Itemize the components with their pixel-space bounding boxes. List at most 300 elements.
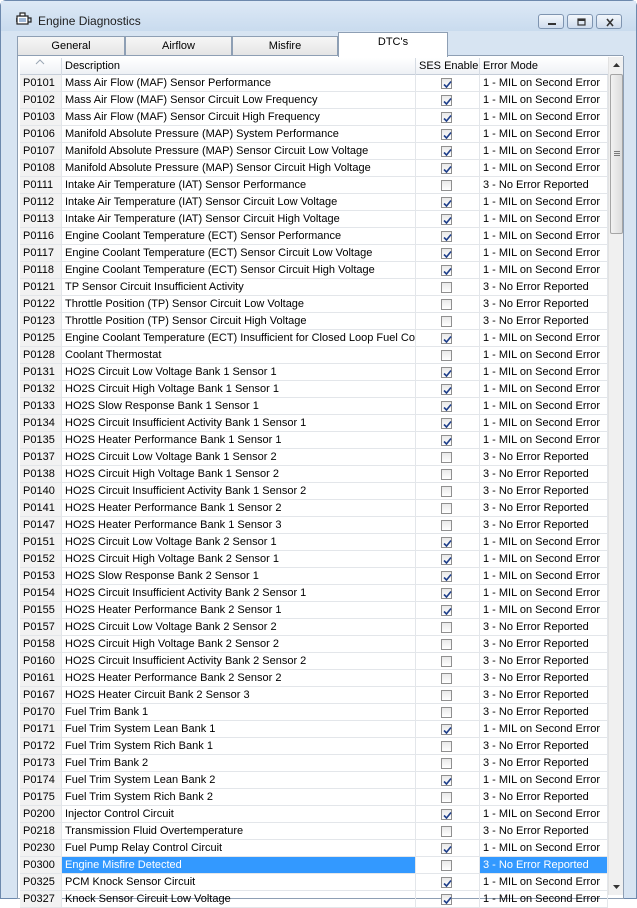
dtc-code[interactable]: P0200 [20, 806, 62, 823]
error-mode-cell[interactable]: 1 - MIL on Second Error [480, 330, 608, 347]
dtc-description[interactable]: HO2S Circuit Low Voltage Bank 1 Sensor 2 [62, 449, 416, 466]
table-row[interactable] [20, 585, 617, 602]
ses-enable-checkbox[interactable] [441, 707, 452, 718]
dtc-description[interactable]: Manifold Absolute Pressure (MAP) Sensor Circuit High Voltage [62, 160, 416, 177]
header-code[interactable] [20, 58, 62, 75]
error-mode-cell[interactable]: 1 - MIL on Second Error [480, 364, 608, 381]
dtc-code[interactable]: P0175 [20, 789, 62, 806]
grip-line [614, 151, 620, 152]
error-mode-cell[interactable]: 3 - No Error Reported [480, 653, 608, 670]
dtc-code[interactable]: P0218 [20, 823, 62, 840]
ses-enable-checkbox[interactable] [441, 758, 452, 769]
dtc-code[interactable]: P0116 [20, 228, 62, 245]
dtc-description[interactable]: Manifold Absolute Pressure (MAP) Sensor Circuit Low Voltage [62, 143, 416, 160]
dtc-description[interactable]: Fuel Trim System Lean Bank 2 [62, 772, 416, 789]
checkmark-icon [442, 725, 453, 736]
ses-enable-checkbox[interactable] [441, 333, 452, 344]
dtc-code[interactable]: P0157 [20, 619, 62, 636]
error-mode-cell[interactable]: 1 - MIL on Second Error [480, 109, 608, 126]
dtc-code[interactable]: P0111 [20, 177, 62, 194]
table-row[interactable] [20, 687, 617, 704]
checkmark-icon [442, 368, 453, 379]
grip-line [614, 153, 620, 154]
table-row[interactable] [20, 92, 617, 109]
checkmark-icon [442, 572, 453, 583]
table-row[interactable] [20, 704, 617, 721]
error-mode-cell[interactable]: 1 - MIL on Second Error [480, 891, 608, 908]
error-mode-cell[interactable]: 3 - No Error Reported [480, 755, 608, 772]
table-row[interactable] [20, 143, 617, 160]
table-row[interactable] [20, 619, 617, 636]
table-row[interactable] [20, 534, 617, 551]
dtc-code[interactable]: P0160 [20, 653, 62, 670]
table-row[interactable] [20, 449, 617, 466]
ses-enable-checkbox[interactable] [441, 469, 452, 480]
dtc-description[interactable]: Intake Air Temperature (IAT) Sensor Circuit High Voltage [62, 211, 416, 228]
dtc-description[interactable]: Mass Air Flow (MAF) Sensor Circuit Low Frequency [62, 92, 416, 109]
ses-enable-checkbox[interactable] [441, 231, 452, 242]
dtc-code[interactable]: P0167 [20, 687, 62, 704]
dtc-code[interactable]: P0113 [20, 211, 62, 228]
dtc-description[interactable]: Throttle Position (TP) Sensor Circuit Low Voltage [62, 296, 416, 313]
dtc-code[interactable]: P0158 [20, 636, 62, 653]
dtc-description[interactable]: HO2S Slow Response Bank 1 Sensor 1 [62, 398, 416, 415]
dtc-description[interactable]: Fuel Trim Bank 1 [62, 704, 416, 721]
ses-enable-checkbox[interactable] [441, 418, 452, 429]
table-row[interactable] [20, 517, 617, 534]
checkmark-icon [442, 232, 453, 243]
dtc-description[interactable]: HO2S Heater Performance Bank 1 Sensor 3 [62, 517, 416, 534]
ses-enable-checkbox[interactable] [441, 401, 452, 412]
error-mode-cell[interactable]: 3 - No Error Reported [480, 466, 608, 483]
ses-enable-checkbox[interactable] [441, 673, 452, 684]
title-bar[interactable] [1, 1, 636, 31]
restore-icon [575, 18, 587, 27]
ses-enable-checkbox[interactable] [441, 95, 452, 106]
ses-enable-checkbox[interactable] [441, 639, 452, 650]
error-mode-cell[interactable]: 1 - MIL on Second Error [480, 585, 608, 602]
dtc-description[interactable]: Fuel Trim Bank 2 [62, 755, 416, 772]
ses-enable-cell [416, 483, 480, 500]
table-row[interactable] [20, 381, 617, 398]
dtc-code[interactable]: P0152 [20, 551, 62, 568]
ses-enable-checkbox[interactable] [441, 860, 452, 871]
dtc-code[interactable]: P0107 [20, 143, 62, 160]
ses-enable-checkbox[interactable] [441, 520, 452, 531]
dtc-code[interactable]: P0172 [20, 738, 62, 755]
minimize-icon [546, 18, 558, 27]
dtc-code[interactable]: P0132 [20, 381, 62, 398]
table-row[interactable] [20, 126, 617, 143]
error-mode-cell[interactable]: 3 - No Error Reported [480, 687, 608, 704]
ses-enable-checkbox[interactable] [441, 180, 452, 191]
table-row[interactable] [20, 245, 617, 262]
table-row[interactable] [20, 432, 617, 449]
ses-enable-checkbox[interactable] [441, 316, 452, 327]
ses-enable-checkbox[interactable] [441, 367, 452, 378]
dtc-description[interactable]: Transmission Fluid Overtemperature [62, 823, 416, 840]
dtc-description[interactable]: Fuel Trim System Rich Bank 1 [62, 738, 416, 755]
dtc-description[interactable]: HO2S Circuit High Voltage Bank 1 Sensor 2 [62, 466, 416, 483]
dtc-code[interactable]: P0133 [20, 398, 62, 415]
ses-enable-checkbox[interactable] [441, 622, 452, 633]
error-mode-cell[interactable]: 3 - No Error Reported [480, 789, 608, 806]
ses-enable-checkbox[interactable] [441, 452, 452, 463]
error-mode-cell[interactable]: 1 - MIL on Second Error [480, 228, 608, 245]
ses-enable-cell [416, 279, 480, 296]
checkmark-icon [442, 249, 453, 260]
ses-enable-cell [416, 585, 480, 602]
ses-enable-checkbox[interactable] [441, 265, 452, 276]
dtc-code[interactable]: P0138 [20, 466, 62, 483]
error-mode-cell[interactable]: 1 - MIL on Second Error [480, 126, 608, 143]
dtc-code[interactable]: P0128 [20, 347, 62, 364]
ses-enable-checkbox[interactable] [441, 656, 452, 667]
ses-enable-checkbox[interactable] [441, 741, 452, 752]
error-mode-cell[interactable]: 3 - No Error Reported [480, 823, 608, 840]
dtc-description[interactable]: HO2S Circuit Insufficient Activity Bank 2 Sensor 1 [62, 585, 416, 602]
dtc-code[interactable]: P0102 [20, 92, 62, 109]
table-header [20, 58, 617, 75]
ses-enable-cell [416, 262, 480, 279]
dtc-code[interactable]: P0112 [20, 194, 62, 211]
table-row[interactable] [20, 840, 617, 857]
maximize-button[interactable] [567, 14, 593, 29]
dtc-description[interactable]: Manifold Absolute Pressure (MAP) System Performance [62, 126, 416, 143]
ses-enable-checkbox[interactable] [441, 384, 452, 395]
dtc-code[interactable]: P0174 [20, 772, 62, 789]
dtc-description[interactable]: Coolant Thermostat [62, 347, 416, 364]
table-row[interactable] [20, 296, 617, 313]
checkmark-icon [442, 895, 453, 906]
ses-enable-cell [416, 704, 480, 721]
dtc-code[interactable]: P0117 [20, 245, 62, 262]
table-row[interactable] [20, 806, 617, 823]
dtc-code[interactable]: P0161 [20, 670, 62, 687]
ses-enable-checkbox[interactable] [441, 571, 452, 582]
dtc-code[interactable]: P0122 [20, 296, 62, 313]
dtc-code[interactable]: P0325 [20, 874, 62, 891]
error-mode-cell[interactable]: 1 - MIL on Second Error [480, 381, 608, 398]
table-row[interactable] [20, 755, 617, 772]
error-mode-cell[interactable]: 1 - MIL on Second Error [480, 721, 608, 738]
error-mode-cell[interactable]: 1 - MIL on Second Error [480, 415, 608, 432]
dtc-description[interactable]: Fuel Trim System Lean Bank 1 [62, 721, 416, 738]
table-row[interactable] [20, 211, 617, 228]
ses-enable-cell [416, 347, 480, 364]
dtc-code[interactable]: P0134 [20, 415, 62, 432]
table-row[interactable] [20, 500, 617, 517]
ses-enable-checkbox[interactable] [441, 486, 452, 497]
table-row[interactable] [20, 160, 617, 177]
table-row[interactable] [20, 551, 617, 568]
dtc-code[interactable]: P0147 [20, 517, 62, 534]
error-mode-cell[interactable]: 1 - MIL on Second Error [480, 92, 608, 109]
table-row[interactable] [20, 891, 617, 908]
dtc-description[interactable]: Mass Air Flow (MAF) Sensor Performance [62, 75, 416, 92]
error-mode-cell[interactable]: 3 - No Error Reported [480, 670, 608, 687]
checkmark-icon [442, 164, 453, 175]
ses-enable-checkbox[interactable] [441, 554, 452, 565]
dtc-description[interactable]: HO2S Heater Performance Bank 1 Sensor 2 [62, 500, 416, 517]
dtc-code[interactable]: P0173 [20, 755, 62, 772]
vertical-scrollbar[interactable] [608, 57, 623, 895]
engine-icon [16, 12, 32, 26]
error-mode-cell[interactable]: 1 - MIL on Second Error [480, 398, 608, 415]
dtc-description[interactable]: Fuel Pump Relay Control Circuit [62, 840, 416, 857]
dtc-description[interactable]: Intake Air Temperature (IAT) Sensor Circuit Low Voltage [62, 194, 416, 211]
scroll-up-icon[interactable] [609, 57, 624, 73]
dtc-description[interactable]: HO2S Heater Performance Bank 1 Sensor 1 [62, 432, 416, 449]
dtc-code[interactable]: P0154 [20, 585, 62, 602]
table-row[interactable] [20, 721, 617, 738]
dtc-code[interactable]: P0300 [20, 857, 62, 874]
table-row[interactable] [20, 194, 617, 211]
ses-enable-cell [416, 364, 480, 381]
table-row[interactable] [20, 262, 617, 279]
error-mode-cell[interactable]: 1 - MIL on Second Error [480, 806, 608, 823]
error-mode-cell[interactable]: 1 - MIL on Second Error [480, 347, 608, 364]
table-row[interactable] [20, 568, 617, 585]
table-row[interactable] [20, 636, 617, 653]
dtc-code[interactable]: P0171 [20, 721, 62, 738]
table-row[interactable] [20, 398, 617, 415]
error-mode-cell[interactable]: 3 - No Error Reported [480, 704, 608, 721]
ses-enable-cell [416, 330, 480, 347]
dtc-description[interactable]: HO2S Circuit Low Voltage Bank 2 Sensor 1 [62, 534, 416, 551]
error-mode-cell[interactable]: 3 - No Error Reported [480, 177, 608, 194]
ses-enable-checkbox[interactable] [441, 163, 452, 174]
ses-enable-checkbox[interactable] [441, 350, 452, 361]
ses-enable-checkbox[interactable] [441, 537, 452, 548]
error-mode-cell[interactable]: 3 - No Error Reported [480, 857, 608, 874]
ses-enable-checkbox[interactable] [441, 775, 452, 786]
ses-enable-cell [416, 126, 480, 143]
ses-enable-checkbox[interactable] [441, 792, 452, 803]
dtc-description[interactable]: Engine Coolant Temperature (ECT) Sensor Circuit Low Voltage [62, 245, 416, 262]
ses-enable-checkbox[interactable] [441, 588, 452, 599]
dtc-code[interactable]: P0131 [20, 364, 62, 381]
dtc-description[interactable]: Fuel Trim System Rich Bank 2 [62, 789, 416, 806]
table-row[interactable] [20, 279, 617, 296]
dtc-description[interactable]: HO2S Circuit Insufficient Activity Bank 1 Sensor 2 [62, 483, 416, 500]
error-mode-cell[interactable]: 1 - MIL on Second Error [480, 772, 608, 789]
dtc-description[interactable]: TP Sensor Circuit Insufficient Activity [62, 279, 416, 296]
dtc-code[interactable]: P0106 [20, 126, 62, 143]
scroll-thumb[interactable] [610, 74, 623, 234]
checkmark-icon [442, 419, 453, 430]
ses-enable-cell [416, 245, 480, 262]
error-mode-cell[interactable]: 1 - MIL on Second Error [480, 602, 608, 619]
error-mode-cell[interactable]: 1 - MIL on Second Error [480, 568, 608, 585]
error-mode-cell[interactable]: 1 - MIL on Second Error [480, 534, 608, 551]
table-row[interactable] [20, 313, 617, 330]
error-mode-cell[interactable]: 3 - No Error Reported [480, 449, 608, 466]
dtc-description[interactable]: HO2S Circuit High Voltage Bank 1 Sensor 1 [62, 381, 416, 398]
error-mode-cell[interactable]: 1 - MIL on Second Error [480, 262, 608, 279]
table-row[interactable] [20, 483, 617, 500]
ses-enable-checkbox[interactable] [441, 248, 452, 259]
dtc-description[interactable]: Engine Coolant Temperature (ECT) Sensor Performance [62, 228, 416, 245]
ses-enable-cell [416, 823, 480, 840]
error-mode-cell[interactable]: 1 - MIL on Second Error [480, 245, 608, 262]
ses-enable-checkbox[interactable] [441, 129, 452, 140]
tab-airflow[interactable]: Airflow [125, 36, 232, 57]
error-mode-cell[interactable]: 3 - No Error Reported [480, 517, 608, 534]
table-row[interactable] [20, 364, 617, 381]
table-row[interactable] [20, 602, 617, 619]
close-button[interactable] [596, 14, 622, 29]
dtc-code[interactable]: P0135 [20, 432, 62, 449]
table-row[interactable] [20, 823, 617, 840]
ses-enable-cell [416, 687, 480, 704]
dtc-code[interactable]: P0121 [20, 279, 62, 296]
dtc-code[interactable]: P0137 [20, 449, 62, 466]
table-row[interactable] [20, 772, 617, 789]
dtc-description[interactable]: Mass Air Flow (MAF) Sensor Circuit High Frequency [62, 109, 416, 126]
dtc-code[interactable]: P0155 [20, 602, 62, 619]
dtc-description[interactable]: Engine Coolant Temperature (ECT) Insufficient for Closed Loop Fuel Co [62, 330, 416, 347]
ses-enable-checkbox[interactable] [441, 146, 452, 157]
error-mode-cell[interactable]: 3 - No Error Reported [480, 619, 608, 636]
ses-enable-checkbox[interactable] [441, 724, 452, 735]
ses-enable-checkbox[interactable] [441, 605, 452, 616]
dtc-description[interactable]: HO2S Circuit Insufficient Activity Bank 1 Sensor 1 [62, 415, 416, 432]
ses-enable-checkbox[interactable] [441, 214, 452, 225]
dtc-description[interactable]: Engine Coolant Temperature (ECT) Sensor Circuit High Voltage [62, 262, 416, 279]
table-row[interactable] [20, 75, 617, 92]
checkmark-icon [442, 810, 453, 821]
table-row[interactable] [20, 738, 617, 755]
ses-enable-cell [416, 602, 480, 619]
error-mode-cell[interactable]: 3 - No Error Reported [480, 500, 608, 517]
ses-enable-cell [416, 755, 480, 772]
dtc-description[interactable]: PCM Knock Sensor Circuit [62, 874, 416, 891]
ses-enable-checkbox[interactable] [441, 690, 452, 701]
header-description[interactable]: Description [62, 58, 416, 75]
dtc-description[interactable]: HO2S Heater Performance Bank 2 Sensor 1 [62, 602, 416, 619]
checkmark-icon [442, 96, 453, 107]
ses-enable-cell [416, 194, 480, 211]
error-mode-cell[interactable]: 1 - MIL on Second Error [480, 551, 608, 568]
table-row[interactable] [20, 857, 617, 874]
error-mode-cell[interactable]: 1 - MIL on Second Error [480, 160, 608, 177]
dtc-grid-frame [17, 56, 624, 905]
error-mode-cell[interactable]: 3 - No Error Reported [480, 636, 608, 653]
ses-enable-cell [416, 381, 480, 398]
table-row[interactable] [20, 466, 617, 483]
ses-enable-checkbox[interactable] [441, 809, 452, 820]
table-row[interactable] [20, 347, 617, 364]
dtc-description[interactable]: HO2S Heater Performance Bank 2 Sensor 2 [62, 670, 416, 687]
dtc-description[interactable]: HO2S Circuit High Voltage Bank 2 Sensor 1 [62, 551, 416, 568]
table-row[interactable] [20, 109, 617, 126]
ses-enable-cell [416, 398, 480, 415]
dtc-code[interactable]: P0118 [20, 262, 62, 279]
dtc-code[interactable]: P0141 [20, 500, 62, 517]
dtc-code[interactable]: P0108 [20, 160, 62, 177]
ses-enable-checkbox[interactable] [441, 282, 452, 293]
dtc-description[interactable]: Intake Air Temperature (IAT) Sensor Performance [62, 177, 416, 194]
table-row[interactable] [20, 789, 617, 806]
dtc-description[interactable]: HO2S Heater Circuit Bank 2 Sensor 3 [62, 687, 416, 704]
dtc-code[interactable]: P0170 [20, 704, 62, 721]
dtc-code[interactable]: P0327 [20, 891, 62, 908]
dtc-description[interactable]: HO2S Circuit Low Voltage Bank 2 Sensor 2 [62, 619, 416, 636]
tab-misfire[interactable]: Misfire [232, 36, 338, 57]
error-mode-cell[interactable]: 1 - MIL on Second Error [480, 840, 608, 857]
dtc-description[interactable]: Injector Control Circuit [62, 806, 416, 823]
error-mode-cell[interactable]: 3 - No Error Reported [480, 279, 608, 296]
table-row[interactable] [20, 330, 617, 347]
error-mode-cell[interactable]: 1 - MIL on Second Error [480, 432, 608, 449]
ses-enable-checkbox[interactable] [441, 843, 452, 854]
dtc-code[interactable]: P0123 [20, 313, 62, 330]
dtc-description[interactable]: HO2S Slow Response Bank 2 Sensor 1 [62, 568, 416, 585]
dtc-code[interactable]: P0125 [20, 330, 62, 347]
ses-enable-checkbox[interactable] [441, 435, 452, 446]
dtc-code[interactable]: P0140 [20, 483, 62, 500]
dtc-description[interactable]: Throttle Position (TP) Sensor Circuit High Voltage [62, 313, 416, 330]
error-mode-cell[interactable]: 1 - MIL on Second Error [480, 211, 608, 228]
ses-enable-cell [416, 806, 480, 823]
error-mode-cell[interactable]: 1 - MIL on Second Error [480, 75, 608, 92]
error-mode-cell[interactable]: 3 - No Error Reported [480, 296, 608, 313]
error-mode-cell[interactable]: 1 - MIL on Second Error [480, 143, 608, 160]
dtc-description[interactable]: HO2S Circuit Low Voltage Bank 1 Sensor 1 [62, 364, 416, 381]
ses-enable-checkbox[interactable] [441, 112, 452, 123]
ses-enable-checkbox[interactable] [441, 78, 452, 89]
checkmark-icon [442, 334, 453, 345]
checkmark-icon [442, 589, 453, 600]
header-error-mode[interactable]: Error Mode [480, 58, 617, 75]
table-row[interactable] [20, 874, 617, 891]
header-ses-enable[interactable]: SES Enable [416, 58, 480, 75]
error-mode-cell[interactable]: 1 - MIL on Second Error [480, 874, 608, 891]
dtc-description[interactable]: Knock Sensor Circuit Low Voltage [62, 891, 416, 908]
dtc-description[interactable]: HO2S Circuit High Voltage Bank 2 Sensor 2 [62, 636, 416, 653]
table-row[interactable] [20, 177, 617, 194]
dtc-code[interactable]: P0101 [20, 75, 62, 92]
ses-enable-checkbox[interactable] [441, 894, 452, 905]
dtc-code[interactable]: P0151 [20, 534, 62, 551]
scroll-down-icon[interactable] [609, 879, 624, 895]
ses-enable-checkbox[interactable] [441, 299, 452, 310]
error-mode-cell[interactable]: 1 - MIL on Second Error [480, 194, 608, 211]
dtc-code[interactable]: P0230 [20, 840, 62, 857]
table-row[interactable] [20, 653, 617, 670]
dtc-code[interactable]: P0153 [20, 568, 62, 585]
tab-general[interactable]: General [17, 36, 125, 57]
ses-enable-cell [416, 517, 480, 534]
table-row[interactable] [20, 228, 617, 245]
table-row[interactable] [20, 670, 617, 687]
tab-dtcs[interactable]: DTC's [338, 32, 448, 57]
dtc-description[interactable]: HO2S Circuit Insufficient Activity Bank 2 Sensor 2 [62, 653, 416, 670]
ses-enable-checkbox[interactable] [441, 503, 452, 514]
table-row[interactable] [20, 415, 617, 432]
dtc-code[interactable]: P0103 [20, 109, 62, 126]
ses-enable-checkbox[interactable] [441, 197, 452, 208]
ses-enable-checkbox[interactable] [441, 826, 452, 837]
minimize-button[interactable] [538, 14, 564, 29]
error-mode-cell[interactable]: 3 - No Error Reported [480, 483, 608, 500]
error-mode-cell[interactable]: 3 - No Error Reported [480, 313, 608, 330]
checkmark-icon [442, 198, 453, 209]
ses-enable-checkbox[interactable] [441, 877, 452, 888]
dtc-description[interactable]: Engine Misfire Detected [62, 857, 416, 874]
error-mode-cell[interactable]: 3 - No Error Reported [480, 738, 608, 755]
